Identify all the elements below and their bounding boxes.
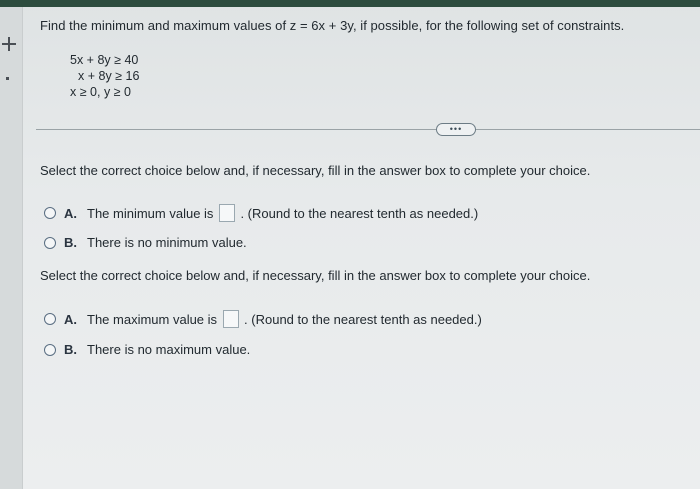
gutter-dot [6, 77, 9, 80]
maximum-prompt: Select the correct choice below and, if necessary, fill in the answer box to complete your choice. [40, 268, 591, 283]
constraint-2: x + 8y ≥ 16 [78, 69, 140, 83]
maximum-answer-box[interactable] [223, 310, 239, 328]
option-text: The maximum value is [87, 311, 218, 327]
minimum-option-a[interactable] [44, 204, 478, 222]
option-text: The minimum value is [87, 205, 214, 221]
constraints-list [70, 52, 139, 100]
section-divider [36, 129, 700, 130]
maximum-option-a[interactable] [44, 310, 482, 328]
maximum-option-b[interactable] [44, 342, 250, 357]
left-gutter [0, 7, 23, 489]
constraint-1: 5x + 8y ≥ 40 [70, 53, 139, 67]
option-letter: B. [64, 235, 77, 250]
option-letter: A. [64, 205, 77, 221]
minimum-option-b[interactable] [44, 235, 247, 250]
option-text: There is no maximum value. [87, 342, 251, 357]
option-suffix: . (Round to the nearest tenth as needed.) [240, 205, 479, 221]
minimum-answer-box[interactable] [219, 204, 235, 222]
radio-maximum-b[interactable] [44, 344, 56, 356]
constraint-3: x ≥ 0, y ≥ 0 [70, 85, 131, 99]
radio-minimum-b[interactable] [44, 237, 56, 249]
question-text: Find the minimum and maximum values of z = 6x + 3y, if possible, for the following set of constraints. [40, 18, 625, 33]
minimum-prompt: Select the correct choice below and, if necessary, fill in the answer box to complete your choice. [40, 163, 591, 178]
option-letter: A. [64, 311, 77, 327]
option-suffix: . (Round to the nearest tenth as needed.) [244, 311, 482, 327]
top-strip [0, 0, 700, 7]
more-button[interactable]: ••• [436, 123, 476, 136]
radio-maximum-a[interactable] [44, 313, 56, 325]
radio-minimum-a[interactable] [44, 207, 56, 219]
option-letter: B. [64, 342, 77, 357]
option-text: There is no minimum value. [87, 235, 247, 250]
collapse-icon-stem [8, 37, 10, 51]
